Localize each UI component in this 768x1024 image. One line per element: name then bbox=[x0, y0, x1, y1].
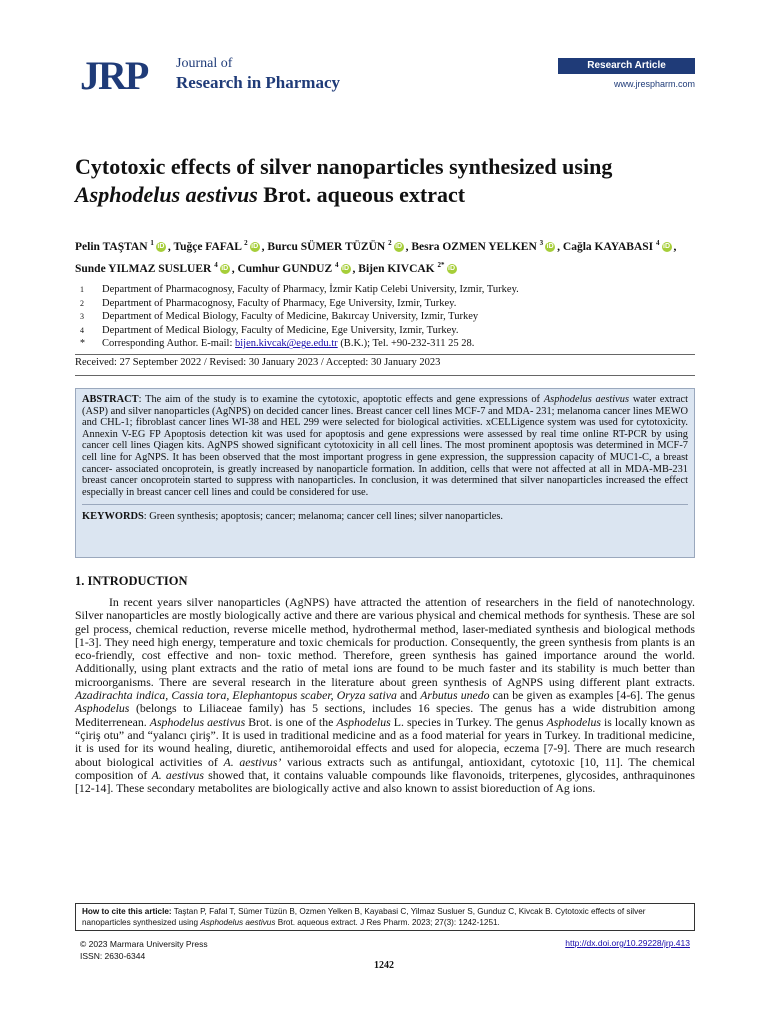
author-affiliation-sup: 3 bbox=[539, 239, 544, 247]
author-separator: , bbox=[231, 262, 238, 275]
author: Bijen KIVCAK bbox=[358, 262, 435, 275]
intro-text: can be given as examples [4-6]. The genus bbox=[489, 688, 695, 703]
logo-mark: JRP bbox=[80, 53, 148, 98]
affiliation-text: Department of Pharmacognosy, Faculty of Pharmacy, İzmir Katip Celebi University, Izmir, Turkey. bbox=[102, 284, 519, 295]
citation-text: Taştan P, Fafal T, Sümer Tüzün B, Ozmen Yelken B, Kayabasi C, Yilmaz Susluer S, Gunduz C, Kivcak B. Cytotoxic effects of silver nanoparticles synthesized using bbox=[82, 907, 646, 927]
affiliation-number: 4 bbox=[80, 325, 84, 335]
affiliation-text: Department of Medical Biology, Faculty of Medicine, Bakırcay University, Izmir, Turkey bbox=[102, 311, 479, 323]
orcid-icon[interactable]: iD bbox=[546, 243, 554, 251]
affiliations bbox=[80, 283, 700, 351]
affiliation-number: * bbox=[80, 338, 85, 350]
corresponding-prefix: Corresponding Author. E-mail: bbox=[102, 338, 235, 350]
divider bbox=[75, 375, 695, 376]
author: Tuğçe FAFAL bbox=[173, 240, 242, 253]
citation-label: How to cite this article: bbox=[82, 907, 172, 916]
author-affiliation-sup: 2 bbox=[244, 239, 248, 247]
affiliation-text: Department of Pharmacognosy, Faculty of Pharmacy, Ege University, Izmir, Turkey. bbox=[102, 297, 457, 309]
divider bbox=[75, 354, 695, 355]
author-separator: , bbox=[673, 240, 677, 253]
author: Besra OZMEN YELKEN bbox=[411, 240, 537, 253]
copyright: © 2023 Marmara University Press bbox=[80, 939, 208, 949]
footer-left bbox=[80, 938, 208, 962]
issn: ISSN: 2630-6344 bbox=[80, 951, 146, 961]
affiliation-text: Department of Medical Biology, Faculty of Medicine, Ege University, Izmir, Turkey. bbox=[102, 324, 459, 336]
journal-logo bbox=[80, 53, 380, 100]
intro-text: and bbox=[396, 688, 421, 703]
orcid-icon[interactable]: iD bbox=[157, 243, 165, 251]
journal-url[interactable]: www.jrespharm.com bbox=[613, 79, 695, 89]
affiliation-number: 1 bbox=[80, 285, 84, 294]
journal-name-line1: Journal of bbox=[176, 56, 233, 71]
author-separator: , bbox=[405, 240, 412, 253]
intro-italic: A. aestivus’ bbox=[223, 754, 282, 769]
intro-text: is locally known as “çiriş otu” and “yalancı çiriş”. It is used in traditional medicine and as a food material for years in Turkey. In traditional medicine, it is used for its wound healing, diuretic, antihemoroidal effects and used for alopecia, eczema [7-9]. There are much research about biological activities of bbox=[75, 714, 695, 769]
orcid-icon[interactable]: iD bbox=[251, 243, 259, 251]
affiliation-number: 3 bbox=[80, 312, 84, 322]
author-affiliation-sup: 4 bbox=[656, 239, 660, 247]
intro-text: (belongs to Liliaceae family) has 5 sections, includes 16 species. The genus has a wide distrubition among Mediterrenean. bbox=[75, 701, 695, 729]
author: Cumhur GUNDUZ bbox=[237, 262, 333, 275]
author-list bbox=[75, 234, 705, 278]
intro-text: L. species in Turkey. The genus bbox=[390, 714, 547, 729]
orcid-icon[interactable]: iD bbox=[395, 243, 403, 251]
abstract-label: ABSTRACT bbox=[82, 394, 139, 405]
intro-italic: Asphodelus bbox=[75, 701, 130, 716]
affiliation-item bbox=[80, 283, 700, 297]
author-separator: , bbox=[557, 240, 563, 253]
title-line1: Cytotoxic effects of silver nanoparticles synthesized using bbox=[75, 154, 613, 179]
author-affiliation-sup: 2* bbox=[437, 260, 445, 269]
citation-box bbox=[75, 903, 695, 931]
keywords-text: : Green synthesis; apoptosis; cancer; melanoma; cancer cell lines; silver nanoparticles. bbox=[143, 511, 503, 523]
corresponding-email-link[interactable]: bijen.kivcak@ege.edu.tr bbox=[235, 338, 338, 350]
title-rest: Brot. aqueous extract bbox=[257, 182, 466, 207]
corresponding-author bbox=[80, 337, 700, 351]
section-heading: 1. INTRODUCTION bbox=[75, 574, 188, 588]
article-title bbox=[75, 153, 705, 209]
author: Pelin TAŞTAN bbox=[75, 240, 148, 253]
intro-italic: Azadirachta indica, Cassia tora, Elephantopus scaber, Oryza sativa bbox=[75, 688, 397, 703]
citation-text: Brot. aqueous extract. J Res Pharm. 2023; 27(3): 1242-1251. bbox=[275, 918, 500, 927]
journal-name-line2: Research in Pharmacy bbox=[176, 73, 340, 92]
author: Cağla KAYABASI bbox=[562, 240, 654, 253]
intro-italic: Arbutus unedo bbox=[420, 688, 490, 703]
affiliation-item bbox=[80, 324, 700, 338]
article-type-badge: Research Article bbox=[558, 58, 695, 74]
author: Sunde YILMAZ SUSLUER bbox=[75, 262, 212, 275]
author-affiliation-sup: 2 bbox=[388, 239, 392, 247]
intro-text: Brot. is one of the bbox=[245, 714, 337, 729]
author-separator: , bbox=[167, 240, 174, 253]
orcid-icon[interactable]: iD bbox=[448, 265, 456, 273]
article-dates: Received: 27 September 2022 / Revised: 30 January 2023 / Accepted: 30 January 2023 bbox=[75, 357, 441, 368]
abstract-box bbox=[75, 388, 695, 558]
intro-text: various extracts such as antifungal, antioxidant, cytotoxic [10, 11]. The chemical composition of bbox=[75, 754, 695, 782]
corresponding-suffix: (B.K.); Tel. +90-232-311 25 28. bbox=[337, 338, 475, 350]
doi-link[interactable]: http://dx.doi.org/10.29228/jrp.413 bbox=[565, 938, 690, 948]
author-separator: , bbox=[261, 240, 268, 253]
introduction-paragraph bbox=[75, 596, 695, 795]
orcid-icon[interactable]: iD bbox=[221, 265, 229, 273]
keywords-label: KEYWORDS bbox=[82, 511, 144, 523]
intro-text: In recent years silver nanoparticles (AgNPS) have attracted the attention of researchers in the field of nanotechnology. Silver nanoparticles are mostly biologically active and there are various physical and chemical methods for synthesis. These are sol gel process, chemical reduction, reverse micelle method, hydrothermal method, laser-mediated synthesis and biological methods [1-3]. They need high energy, temperature and toxic chemicals for production. Consequently, the green synthesis from plants is an eco-friendly, cost effective and non- toxic method. Therefore, green synthesis has gained importance around the world. Additionally, using plant extracts and the ratio of metal ions are found to be much faster and its stability is much better than microorganisms. There are several research in the literature about green synthesis of AgNPS using different plant extracts. bbox=[75, 595, 695, 689]
author-affiliation-sup: 4 bbox=[214, 260, 218, 269]
citation-italic: Asphodelus aestivus bbox=[200, 918, 276, 927]
keywords bbox=[82, 504, 688, 523]
title-species: Asphodelus aestivus bbox=[75, 182, 258, 207]
author: Burcu SÜMER TÜZÜN bbox=[267, 240, 386, 253]
intro-italic: Asphodelus aestivus bbox=[149, 714, 246, 729]
orcid-icon[interactable]: iD bbox=[342, 265, 350, 273]
author-affiliation-sup: 4 bbox=[335, 260, 339, 269]
orcid-icon[interactable]: iD bbox=[663, 243, 671, 251]
abstract-part: : The aim of the study is to examine the cytotoxic, apoptotic effects and gene expressions of bbox=[138, 394, 544, 405]
intro-italic: Asphodelus bbox=[336, 714, 391, 729]
intro-italic: Asphodelus bbox=[546, 714, 601, 729]
affiliation-item bbox=[80, 297, 700, 311]
abstract-part: water extract (ASP) and silver nanoparticles (AgNPS) on decided cancer lines. Breast cancer cell lines MCF-7 and MDA- 231; melanoma cancer lines MEWO and CHL-1; fibroblast cancer lines WI-38 and HEL 299 were selected for biological activities. xCELLigence system was used for cytotoxicity. Annexin V-EG FP Apoptosis detection kit was used for apoptosis and gene expressions were assessed by real time online RT-PCR by using cancer cell lines Qiagen kits. AgNPS showed significant cytotoxicity in all cell lines. The most prominent apoptosis was determined in MCF-7 cell line for AgNPS. It has been observed that the most important progress in gene expression, the suppression capacity of MUC1-C, a breast cancer- associated oncoprotein, is greatly increased by nanoparticle formation. In addition, cells that were not affected at all in MDA-MB-231 breast cancer oncoprotein started to suppress with nanoparticles. In conclusion, it was determined that silver nanoparticles increased the effect especially in breast cancer cell lines and could be considered for use. bbox=[82, 394, 688, 498]
intro-italic: A. aestivus bbox=[151, 767, 204, 782]
abstract-text bbox=[82, 394, 688, 498]
affiliation-number: 2 bbox=[80, 298, 84, 308]
abstract-italic: Asphodelus aestivus bbox=[543, 394, 630, 405]
intro-text: showed that, it contains valuable compounds like flavonoids, triterpenes, glycosides, anthraquinones [12-14]. These secondary metabolites are biologically active and also known to assist bioreduction of Ag ions. bbox=[75, 767, 695, 796]
author-affiliation-sup: 1 bbox=[150, 239, 154, 247]
page-number: 1242 bbox=[374, 960, 394, 971]
author-separator: , bbox=[352, 262, 359, 275]
affiliation-item bbox=[80, 310, 700, 324]
